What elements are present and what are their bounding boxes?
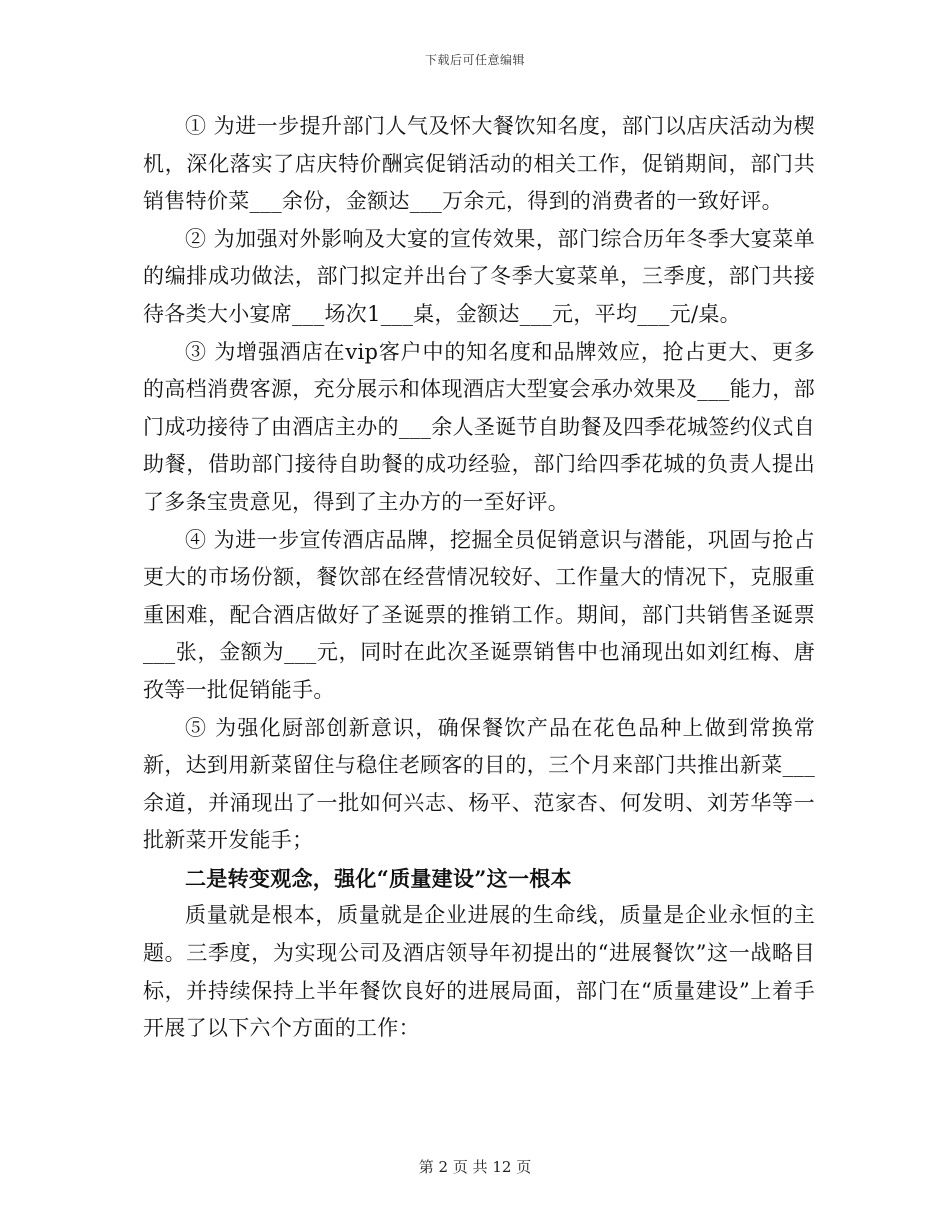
- closing-paragraph: 质量就是根本，质量就是企业进展的生命线，质量是企业永恒的主题。三季度，为实现公司及酒店领导年初提出的“进展餐饮”这一战略目标，并持续保持上半年餐饮良好的进展局面，部门在“质量建设”上着手开展了以下六个方面的工作：: [143, 903, 815, 1041]
- paragraph-item-1: ① 为进一步提升部门人气及怀大餐饮知名度，部门以店庆活动为楔机，深化落实了店庆特价酬宾促销活动的相关工作，促销期间，部门共销售特价菜___余份，金额达___万余元，得到的消费者的一致好评。: [143, 114, 815, 214]
- paragraph-item-5: ⑤ 为强化厨部创新意识，确保餐饮产品在花色品种上做到常换常新，达到用新菜留住与稳住老顾客的目的，三个月来部门共推出新菜___余道，并涌现出了一批如何兴志、杨平、范家杏、何发明、刘芳华等一批新菜开发能手；: [143, 715, 815, 853]
- document-body: [143, 108, 815, 1048]
- page-number-footer: 第 2 页 共 12 页: [418, 1158, 532, 1176]
- page-header: 下载后可任意编辑: [424, 53, 525, 67]
- paragraph-item-4: ④ 为进一步宣传酒店品牌，挖掘全员促销意识与潜能，巩固与抢占更大的市场份额，餐饮部在经营情况较好、工作量大的情况下，克服重重困难，配合酒店做好了圣诞票的推销工作。期间，部门共销售圣诞票___张，金额为___元，同时在此次圣诞票销售中也涌现出如刘红梅、唐孜等一批促销能手。: [143, 527, 815, 702]
- section-heading: 二是转变观念，强化“质量建设”这一根本: [185, 865, 572, 891]
- paragraph-item-2: ② 为加强对外影响及大宴的宣传效果，部门综合历年冬季大宴菜单的编排成功做法，部门拟定并出台了冬季大宴菜单，三季度，部门共接待各类大小宴席___场次1___桌，金额达___元，平均___元/桌。: [143, 226, 815, 326]
- paragraph-item-3: ③ 为增强酒店在vip客户中的知名度和品牌效应，抢占更大、更多的高档消费客源，充分展示和体现酒店大型宴会承办效果及___能力，部门成功接待了由酒店主办的___余人圣诞节自助餐及四季花城签约仪式自助餐，借助部门接待自助餐的成功经验，部门给四季花城的负责人提出了多条宝贵意见，得到了主办方的一至好评。: [143, 339, 815, 514]
